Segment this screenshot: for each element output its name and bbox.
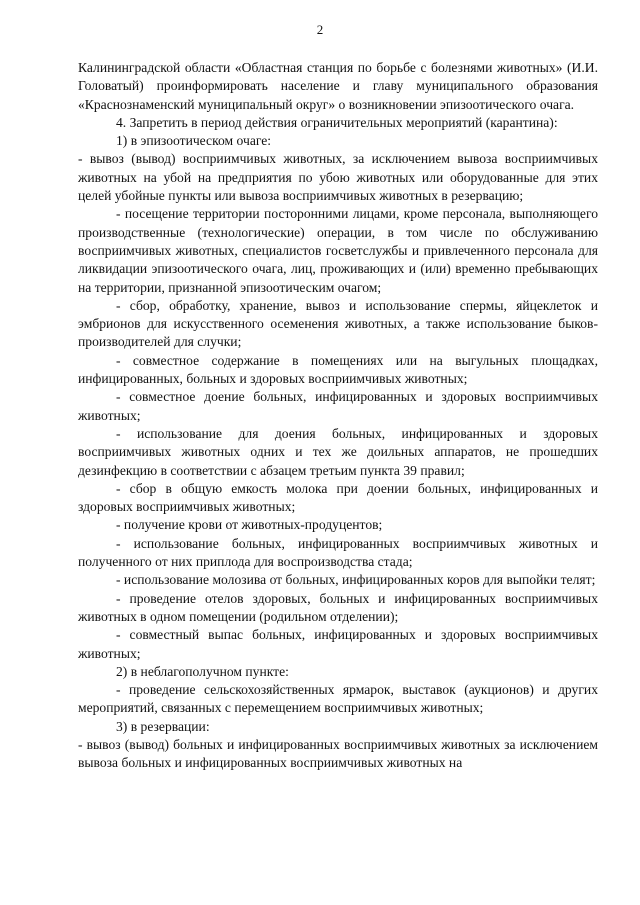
paragraph: 2) в неблагополучном пункте: (116, 663, 289, 679)
paragraph: - сбор, обработку, хранение, вывоз и использование спермы, яйцеклеток и эмбрионов для искусственного осеменения животных, а также использование быков-производителей для случки; (78, 297, 598, 350)
paragraph: - посещение территории посторонними лицами, кроме персонала, выполняющего производственные (технологические) операции, в том числе по обслуживанию восприимчивых животных, специалистов госветслужбы и привлеченного персонала для ликвидации эпизоотического очага, лиц, проживающих и (или) временно пребывающих на территории, признанной эпизоотическим очагом; (78, 206, 598, 295)
paragraph: - использование для доения больных, инфицированных и здоровых восприимчивых животных одних и тех же доильных аппаратов, не прошедших дезинфекцию в соответствии с абзацем третьим пункта 39 правил; (78, 425, 598, 478)
paragraph: 4. Запретить в период действия ограничительных мероприятий (карантина): (116, 114, 558, 130)
paragraph: - проведение сельскохозяйственных ярмарок, выставок (аукционов) и других мероприятий, связанных с перемещением восприимчивых животных; (78, 682, 598, 716)
paragraph: - использование молозива от больных, инфицированных коров для выпойки телят; (116, 572, 596, 588)
paragraph: - сбор в общую емкость молока при доении больных, инфицированных и здоровых восприимчивых животных; (78, 480, 598, 515)
paragraph: - совместный выпас больных, инфицированных и здоровых восприимчивых животных; (78, 627, 598, 661)
paragraph: 1) в эпизоотическом очаге: (116, 133, 272, 149)
paragraph: 3) в резервации: (116, 718, 210, 734)
page-number: 2 (316, 22, 324, 37)
paragraph: - вывоз (вывод) больных и инфицированных восприимчивых животных за исключением вывоза больных и инфицированных восприимчивых животных на (78, 736, 598, 771)
paragraph: - использование больных, инфицированных восприимчивых животных и полученного от них приплода для воспроизводства стада; (78, 535, 598, 570)
paragraph: Калининградской области «Областная станция по борьбе с болезнями животных» (И.И. Головатый) проинформировать население и главу муниципального образования «Краснознаменский муниципальный округ» о возникновении эпизоотического очага. (78, 60, 598, 112)
paragraph: - вывоз (вывод) восприимчивых животных, за исключением вывоза восприимчивых животных на убой на предприятия по убою животных или оборудованные для этих целей убойные пункты или вывоза восприимчивых животных в резервацию; (78, 151, 598, 204)
document-body (78, 59, 598, 773)
paragraph: - получение крови от животных-продуцентов; (116, 517, 383, 533)
paragraph: - проведение отелов здоровых, больных и инфицированных восприимчивых животных в одном помещении (родильном отделении); (78, 590, 598, 624)
paragraph: - совместное содержание в помещениях или на выгульных площадках, инфицированных, больных и здоровых восприимчивых животных; (78, 352, 598, 387)
paragraph: - совместное доение больных, инфицированных и здоровых восприимчивых животных; (78, 389, 598, 423)
